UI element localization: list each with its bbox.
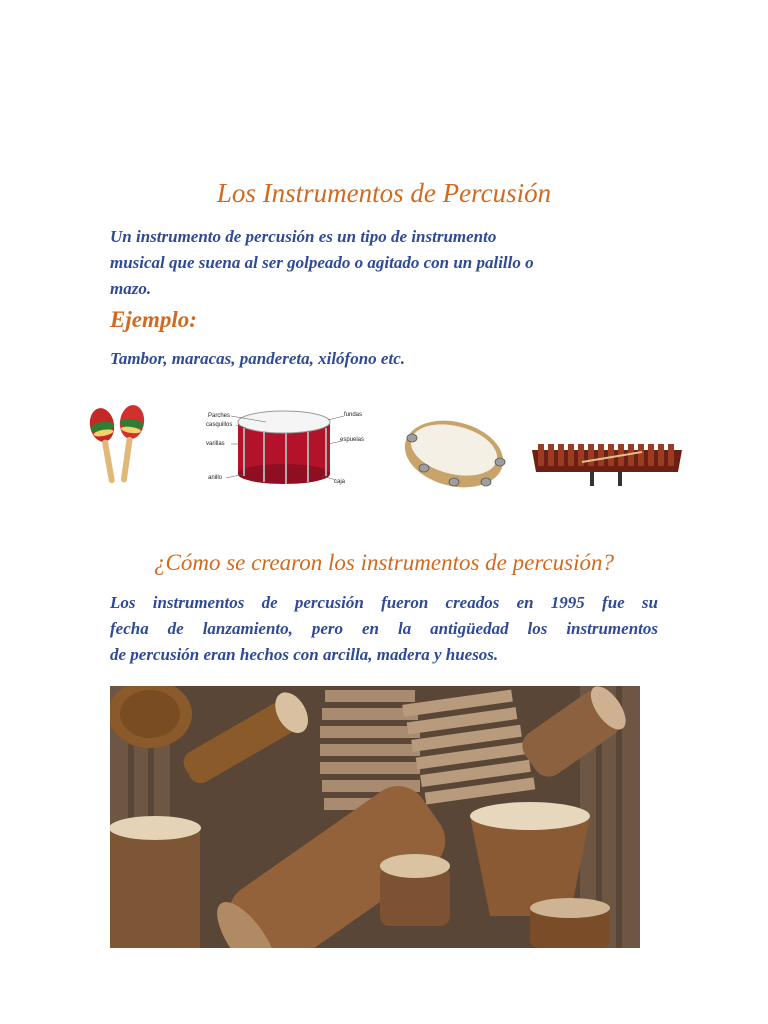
xylophone-image bbox=[532, 438, 682, 488]
intro-line-3: mazo. bbox=[110, 279, 152, 298]
intro-paragraph bbox=[110, 224, 658, 302]
intro-line-2: musical que suena al ser golpeado o agitado con un palillo o bbox=[110, 253, 534, 272]
maracas-image bbox=[82, 400, 160, 490]
wooden-percussion-instruments-photo bbox=[110, 686, 640, 948]
tambourine-image bbox=[398, 412, 510, 492]
drum-label-espuelas: espuelas bbox=[340, 437, 365, 443]
history-line-2: fecha de lanzamiento, pero en la antigüedad los instrumentos bbox=[110, 619, 658, 638]
drum-label-fundas: fundas bbox=[344, 412, 363, 418]
drum-label-varillas: varillas bbox=[206, 441, 225, 447]
history-line-3: de percusión eran hechos con arcilla, madera y huesos. bbox=[110, 645, 499, 664]
snare-drum-diagram bbox=[196, 404, 368, 498]
history-paragraph bbox=[110, 590, 658, 668]
page-title: Los Instrumentos de Percusión bbox=[216, 178, 552, 208]
drum-label-anillo: anillo bbox=[208, 475, 223, 481]
history-heading: ¿Cómo se crearon los instrumentos de percusión? bbox=[154, 550, 614, 575]
examples-text: Tambor, maracas, pandereta, xilófono etc. bbox=[110, 349, 405, 368]
history-line-1: Los instrumentos de percusión fueron creados en 1995 fue su bbox=[110, 593, 658, 612]
drum-label-casquillos: casquillos bbox=[206, 422, 233, 428]
drum-label-caja: caja bbox=[334, 479, 346, 485]
intro-line-1: Un instrumento de percusión es un tipo de instrumento bbox=[110, 227, 497, 246]
drum-label-parches: Parches bbox=[208, 413, 231, 419]
example-heading: Ejemplo: bbox=[110, 307, 197, 332]
